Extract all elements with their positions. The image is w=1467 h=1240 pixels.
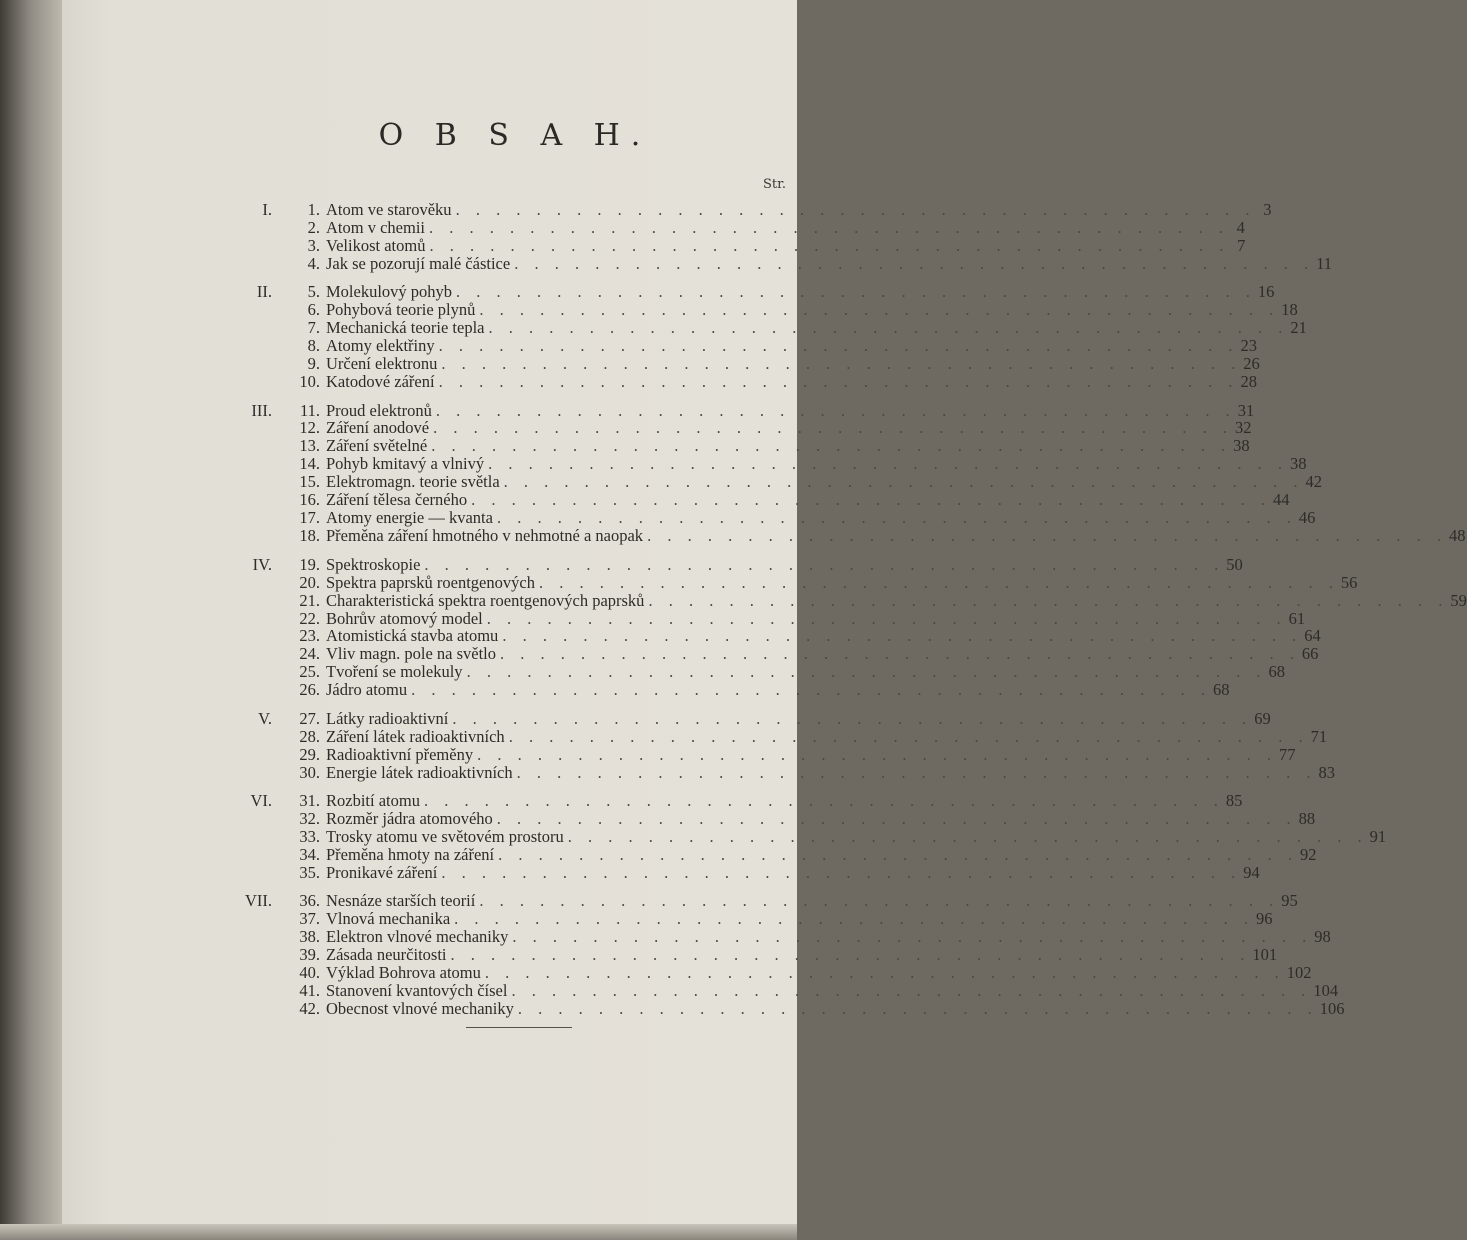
section-title: Pohyb kmitavý a vlnivý (326, 454, 485, 474)
toc-row (240, 644, 1319, 664)
chapter-numeral: VI. (250, 791, 272, 810)
chapter-numeral: IV. (252, 554, 272, 574)
dot-leader: . . . . . . . . . . . . . . . . . . . . . . . . . . . . . . . . . . . . . . . . (466, 662, 1267, 682)
dot-leader: . . . . . . . . . . . . . . . . . . . . . . . . . . . . . . . . . . . . . . . . (428, 217, 1229, 237)
toc-row (240, 726, 1328, 746)
section-title: Rozměr jádra atomového (326, 809, 493, 828)
section-number: 10. (299, 372, 320, 391)
dot-leader: . . . . . . . . . . . . . . . . . . . . . . . . . . . . . . . . . . . . . . . . (438, 372, 1239, 391)
section-title: Záření tělesa černého (326, 490, 468, 510)
section-number: 4. (307, 253, 320, 273)
dot-leader: . . . . . . . . . . . . . . . . . . . . . . . . . . . . . . . . . . . . . . . . (471, 490, 1271, 510)
section-title: Přeměna záření hmotného v nehmotné a naopak (326, 526, 644, 546)
dot-leader: . . . . . . . . . . . . . . . . . . . . . . . . . . . . . . . . . . . . . . . . (431, 436, 1232, 456)
toc-row (240, 200, 1272, 219)
table-of-contents (240, 0, 1467, 1240)
toc-entry (326, 300, 1298, 320)
toc-row (240, 318, 1307, 338)
page-number: 3 (1263, 200, 1272, 219)
section-title: Zásada neurčitosti (326, 945, 447, 965)
toc-row (240, 744, 1296, 764)
section-title: Vlnová mechanika (326, 909, 451, 929)
toc-row (240, 945, 1278, 965)
toc-row (240, 662, 1285, 682)
toc-entry (326, 644, 1319, 664)
section-number: 30. (299, 762, 320, 782)
toc-entry (326, 809, 1316, 828)
page-number: 77 (1278, 744, 1296, 764)
toc-row (240, 454, 1307, 474)
page-number: 59 (1450, 590, 1467, 610)
toc-row (240, 300, 1298, 320)
page-number: 68 (1268, 662, 1285, 682)
toc-entry (326, 791, 1243, 810)
dot-leader: . . . . . . . . . . . . . . . . . . . . . . . . . . . . . . . . . . . . . . . . (567, 826, 1368, 846)
toc-entry (326, 217, 1245, 237)
toc-row (240, 554, 1243, 574)
section-number: 13. (299, 436, 320, 456)
section-number: 34. (299, 844, 320, 864)
toc-entry (326, 554, 1243, 574)
page-number: 32 (1234, 418, 1252, 438)
section-number: 28. (299, 726, 320, 746)
section-number: 32. (299, 809, 320, 828)
page-number: 50 (1226, 554, 1243, 574)
section-title: Tvoření se molekuly (326, 662, 463, 682)
dot-leader: . . . . . . . . . . . . . . . . . . . . . . . . . . . . . . . . . . . . . . . . (502, 626, 1303, 646)
toc-entry (326, 253, 1332, 273)
toc-row (240, 490, 1290, 510)
page-number: 83 (1318, 762, 1335, 782)
section-title: Pohybová teorie plynů (326, 300, 476, 320)
toc-entry (326, 762, 1335, 782)
section-title: Atomy elektřiny (326, 336, 435, 356)
dot-leader: . . . . . . . . . . . . . . . . . . . . . . . . . . . . . . . . . . . . . . . . (479, 891, 1280, 911)
toc-entry (326, 680, 1230, 700)
toc-entry (326, 862, 1260, 882)
section-title: Záření světelné (326, 436, 428, 456)
page-number: 88 (1298, 809, 1316, 828)
dot-leader: . . . . . . . . . . . . . . . . . . . . . . . . . . . . . . . . . . . . . . . . (479, 300, 1280, 320)
section-title: Látky radioaktivní (326, 708, 449, 728)
toc-entry (326, 508, 1316, 528)
toc-row (240, 354, 1260, 374)
section-title: Záření anodové (326, 418, 430, 438)
page-column-label: Str. (763, 177, 787, 192)
dot-leader: . . . . . . . . . . . . . . . . . . . . . . . . . . . . . . . . . . . . . . . . (486, 608, 1287, 628)
section-number: 22. (299, 608, 320, 628)
section-title: Přeměna hmoty na záření (326, 844, 495, 864)
section-number: 37. (299, 909, 320, 929)
page-number: 102 (1286, 963, 1312, 983)
section-number: 35. (299, 862, 320, 882)
page-number: 21 (1290, 318, 1307, 338)
dot-leader: . . . . . . . . . . . . . . . . . . . . . . . . . . . . . . . . . . . . . . . . (452, 708, 1253, 728)
section-number: 26. (299, 680, 320, 700)
toc-entry (326, 372, 1257, 391)
section-number: 14. (299, 454, 320, 474)
section-number: 40. (299, 963, 320, 983)
section-number: 16. (299, 490, 320, 510)
toc-entry (326, 572, 1358, 592)
page-number: 101 (1252, 945, 1278, 965)
dot-leader: . . . . . . . . . . . . . . . . . . . . . . . . . . . . . . . . . . . . . . . . (516, 762, 1317, 782)
dot-leader: . . . . . . . . . . . . . . . . . . . . . . . . . . . . . . . . . . . . . . . . (508, 726, 1309, 746)
toc-row (240, 626, 1321, 646)
dot-leader: . . . . . . . . . . . . . . . . . . . . . . . . . . . . . . . . . . . . . . . . (450, 945, 1251, 965)
page-number: 44 (1272, 490, 1290, 510)
toc-row (240, 400, 1255, 420)
dot-leader: . . . . . . . . . . . . . . . . . . . . . . . . . . . . . . . . . . . . . . . . (424, 554, 1225, 574)
page-number: 92 (1300, 844, 1317, 864)
toc-row (240, 999, 1345, 1018)
chapter-numeral: II. (256, 282, 272, 302)
page-number: 104 (1313, 981, 1339, 1000)
toc-entry (326, 318, 1307, 338)
toc-row (240, 235, 1246, 255)
page-number: 38 (1290, 454, 1307, 474)
page-number: 56 (1340, 572, 1358, 592)
section-title: Energie látek radioaktivních (326, 762, 513, 782)
dot-leader: . . . . . . . . . . . . . . . . . . . . . . . . . . . . . . . . . . . . . . . . (429, 235, 1230, 255)
section-number: 11. (299, 400, 320, 420)
section-title: Proud elektronů (326, 400, 432, 420)
dot-leader: . . . . . . . . . . . . . . . . . . . . . . . . . . . . . . . . . . . . . . . . (496, 508, 1297, 528)
toc-entry (326, 336, 1257, 356)
dot-leader: . . . . . . . . . . . . . . . . . . . . . . . . . . . . . . . . . . . . . . . . (454, 909, 1255, 929)
chapter-numeral: I. (262, 200, 272, 219)
dot-leader: . . . . . . . . . . . . . . . . . . . . . . . . . . . . . . . . . . . . . . . . (441, 862, 1242, 882)
dot-leader: . . . . . . . . . . . . . . . . . . . . . . . . . . . . . . . . . . . . . . . . (498, 844, 1299, 864)
page-number: 64 (1304, 626, 1321, 646)
toc-entry (326, 891, 1298, 911)
section-number: 29. (299, 744, 320, 764)
section-number: 33. (299, 826, 320, 846)
section-title: Charakteristická spektra roentgenových paprsků (326, 590, 645, 610)
page-number: 42 (1305, 472, 1323, 492)
page-number: 31 (1237, 400, 1255, 420)
section-title: Katodové záření (326, 372, 435, 391)
toc-row (240, 844, 1317, 864)
toc-row (240, 963, 1312, 983)
toc-row (240, 372, 1257, 391)
toc-row (240, 436, 1250, 456)
section-number: 24. (299, 644, 320, 664)
toc-entry (326, 200, 1272, 219)
section-title: Atomistická stavba atomu (326, 626, 499, 646)
dot-leader: . . . . . . . . . . . . . . . . . . . . . . . . . . . . . . . . . . . . . . . . (455, 200, 1256, 219)
toc-row (240, 791, 1243, 810)
section-number: 23. (299, 626, 320, 646)
page-number: 95 (1281, 891, 1298, 911)
page-number: 4 (1236, 217, 1245, 237)
page-number: 85 (1225, 791, 1243, 810)
dot-leader: . . . . . . . . . . . . . . . . . . . . . . . . . . . . . . . . . . . . . . . . (517, 999, 1318, 1018)
chapter-numeral: VII. (244, 891, 272, 911)
toc-entry (326, 726, 1328, 746)
dot-leader: . . . . . . . . . . . . . . . . . . . . . . . . . . . . . . . . . . . . . . . . (433, 418, 1233, 438)
dot-leader: . . . . . . . . . . . . . . . . . . . . . . . . . . . . . . . . . . . . . . . . (441, 354, 1242, 374)
dot-leader: . . . . . . . . . . . . . . . . . . . . . . . . . . . . . . . . . . . . . . . . (484, 963, 1285, 983)
dot-leader: . . . . . . . . . . . . . . . . . . . . . . . . . . . . . . . . . . . . . . . . (438, 336, 1239, 356)
section-title: Atomy energie — kvanta (326, 508, 493, 528)
dot-leader: . . . . . . . . . . . . . . . . . . . . . . . . . . . . . . . . . . . . . . . . (477, 744, 1277, 764)
section-number: 20. (299, 572, 320, 592)
toc-entry (326, 472, 1323, 492)
toc-row (240, 891, 1298, 911)
dot-leader: . . . . . . . . . . . . . . . . . . . . . . . . . . . . . . . . . . . . . . . . (511, 981, 1312, 1000)
toc-row (240, 762, 1335, 782)
section-title: Elektromagn. teorie světla (326, 472, 500, 492)
section-number: 9. (307, 354, 320, 374)
dot-leader: . . . . . . . . . . . . . . . . . . . . . . . . . . . . . . . . . . . . . . . . (538, 572, 1339, 592)
page-number: 16 (1257, 282, 1275, 302)
section-number: 2. (307, 217, 320, 237)
section-number: 41. (299, 981, 320, 1000)
toc-row (240, 472, 1323, 492)
section-number: 8. (307, 336, 320, 356)
toc-entry (326, 662, 1285, 682)
section-number: 17. (299, 508, 320, 528)
toc-row (240, 927, 1331, 947)
page-number: 96 (1256, 909, 1273, 929)
toc-entry (326, 909, 1273, 929)
section-title: Elektron vlnové mechaniky (326, 927, 509, 947)
section-title: Mechanická teorie tepla (326, 318, 485, 338)
toc-entry (326, 963, 1312, 983)
dot-leader: . . . . . . . . . . . . . . . . . . . . . . . . . . . . . . . . . . . . . . . . (423, 791, 1224, 810)
page-number: 11 (1316, 253, 1332, 273)
dot-leader: . . . . . . . . . . . . . . . . . . . . . . . . . . . . . . . . . . . . . . . . (500, 644, 1300, 664)
toc-entry (326, 436, 1250, 456)
toc-entry (326, 626, 1321, 646)
section-title: Nesnáze starších teorií (326, 891, 476, 911)
toc-entry (326, 354, 1260, 374)
toc-row (240, 680, 1230, 700)
page-number: 91 (1369, 826, 1387, 846)
page-number: 23 (1240, 336, 1257, 356)
toc-row (240, 282, 1275, 302)
toc-entry (326, 927, 1331, 947)
section-number: 27. (299, 708, 320, 728)
section-number: 6. (307, 300, 320, 320)
toc-entry (326, 282, 1275, 302)
toc-entry (326, 981, 1339, 1000)
page-number: 66 (1301, 644, 1319, 664)
dot-leader: . . . . . . . . . . . . . . . . . . . . . . . . . . . . . . . . . . . . . . . . (647, 526, 1447, 546)
page-number: 48 (1448, 526, 1466, 546)
section-number: 12. (299, 418, 320, 438)
section-number: 5. (307, 282, 320, 302)
section-number: 42. (299, 999, 320, 1018)
toc-entry (326, 235, 1246, 255)
section-title: Spektra paprsků roentgenových (326, 572, 535, 592)
section-title: Atom v chemii (326, 217, 425, 237)
section-title: Obecnost vlnové mechaniky (326, 999, 514, 1018)
section-number: 36. (299, 891, 320, 911)
section-number: 21. (299, 590, 320, 610)
section-title: Jádro atomu (326, 680, 408, 700)
section-number: 31. (299, 791, 320, 810)
page-title: O B S A H. (378, 118, 652, 153)
section-number: 18. (299, 526, 320, 546)
section-title: Bohrův atomový model (326, 608, 483, 628)
dot-leader: . . . . . . . . . . . . . . . . . . . . . . . . . . . . . . . . . . . . . . . . (496, 809, 1297, 828)
section-title: Velikost atomů (326, 235, 426, 255)
toc-entry (326, 418, 1252, 438)
toc-row (240, 862, 1260, 882)
page-number: 106 (1319, 999, 1345, 1018)
section-title: Vliv magn. pole na světlo (326, 644, 497, 664)
page-number: 69 (1254, 708, 1271, 728)
toc-row (240, 826, 1387, 846)
book-spine (0, 0, 62, 1240)
toc-row (240, 217, 1245, 237)
page-number: 61 (1288, 608, 1306, 628)
section-title: Radioaktivní přeměny (326, 744, 474, 764)
dot-leader: . . . . . . . . . . . . . . . . . . . . . . . . . . . . . . . . . . . . . . . . (648, 590, 1449, 610)
dot-leader: . . . . . . . . . . . . . . . . . . . . . . . . . . . . . . . . . . . . . . . . (514, 253, 1315, 273)
toc-entry (326, 608, 1306, 628)
section-title: Výklad Bohrova atomu (326, 963, 481, 983)
toc-entry (326, 826, 1387, 846)
section-number: 39. (299, 945, 320, 965)
section-title: Rozbití atomu (326, 791, 420, 810)
toc-entry (326, 490, 1290, 510)
toc-row (240, 909, 1273, 929)
dot-leader: . . . . . . . . . . . . . . . . . . . . . . . . . . . . . . . . . . . . . . . . (435, 400, 1236, 420)
section-number: 15. (299, 472, 320, 492)
page-number: 18 (1281, 300, 1298, 320)
toc-entry (326, 999, 1345, 1018)
dot-leader: . . . . . . . . . . . . . . . . . . . . . . . . . . . . . . . . . . . . . . . . (503, 472, 1304, 492)
page-number: 68 (1212, 680, 1230, 700)
closing-rule (466, 1027, 572, 1028)
page-number: 7 (1237, 235, 1246, 255)
section-title: Jak se pozorují malé částice (326, 253, 511, 273)
dot-leader: . . . . . . . . . . . . . . . . . . . . . . . . . . . . . . . . . . . . . . . . (512, 927, 1313, 947)
section-number: 25. (299, 662, 320, 682)
section-number: 19. (299, 554, 320, 574)
section-number: 1. (307, 200, 320, 219)
toc-row (240, 708, 1271, 728)
dot-leader: . . . . . . . . . . . . . . . . . . . . . . . . . . . . . . . . . . . . . . . . (488, 454, 1288, 474)
toc-entry (326, 590, 1467, 610)
page-number: 94 (1243, 862, 1260, 882)
toc-row (240, 253, 1332, 273)
toc-row (240, 526, 1466, 546)
chapter-numeral: V. (258, 708, 272, 728)
toc-row (240, 809, 1316, 828)
toc-entry (326, 744, 1296, 764)
section-title: Molekulový pohyb (326, 282, 453, 302)
toc-entry (326, 844, 1317, 864)
toc-row (240, 572, 1358, 592)
toc-row (240, 508, 1316, 528)
toc-row (240, 608, 1306, 628)
toc-row (240, 336, 1257, 356)
toc-row (240, 590, 1467, 610)
section-title: Pronikavé záření (326, 862, 438, 882)
section-title: Atom ve starověku (326, 200, 452, 219)
page-number: 98 (1314, 927, 1331, 947)
toc-entry (326, 945, 1278, 965)
section-number: 3. (307, 235, 320, 255)
section-title: Trosky atomu ve světovém prostoru (326, 826, 564, 846)
section-title: Stanovení kvantových čísel (326, 981, 508, 1000)
section-title: Záření látek radioaktivních (326, 726, 505, 746)
page-number: 38 (1233, 436, 1250, 456)
chapter-numeral: III. (251, 400, 272, 420)
toc-row (240, 981, 1339, 1000)
section-number: 7. (307, 318, 320, 338)
dot-leader: . . . . . . . . . . . . . . . . . . . . . . . . . . . . . . . . . . . . . . . . (488, 318, 1289, 338)
toc-entry (326, 526, 1466, 546)
section-title: Spektroskopie (326, 554, 421, 574)
page-number: 71 (1310, 726, 1328, 746)
toc-entry (326, 454, 1307, 474)
section-title: Určení elektronu (326, 354, 438, 374)
dot-leader: . . . . . . . . . . . . . . . . . . . . . . . . . . . . . . . . . . . . . . . . (411, 680, 1211, 700)
toc-entry (326, 400, 1255, 420)
toc-row (240, 418, 1252, 438)
page-number: 46 (1298, 508, 1316, 528)
toc-entry (326, 708, 1271, 728)
dot-leader: . . . . . . . . . . . . . . . . . . . . . . . . . . . . . . . . . . . . . . . . (456, 282, 1256, 302)
section-number: 38. (299, 927, 320, 947)
page-number: 28 (1240, 372, 1257, 391)
page-number: 26 (1243, 354, 1260, 374)
